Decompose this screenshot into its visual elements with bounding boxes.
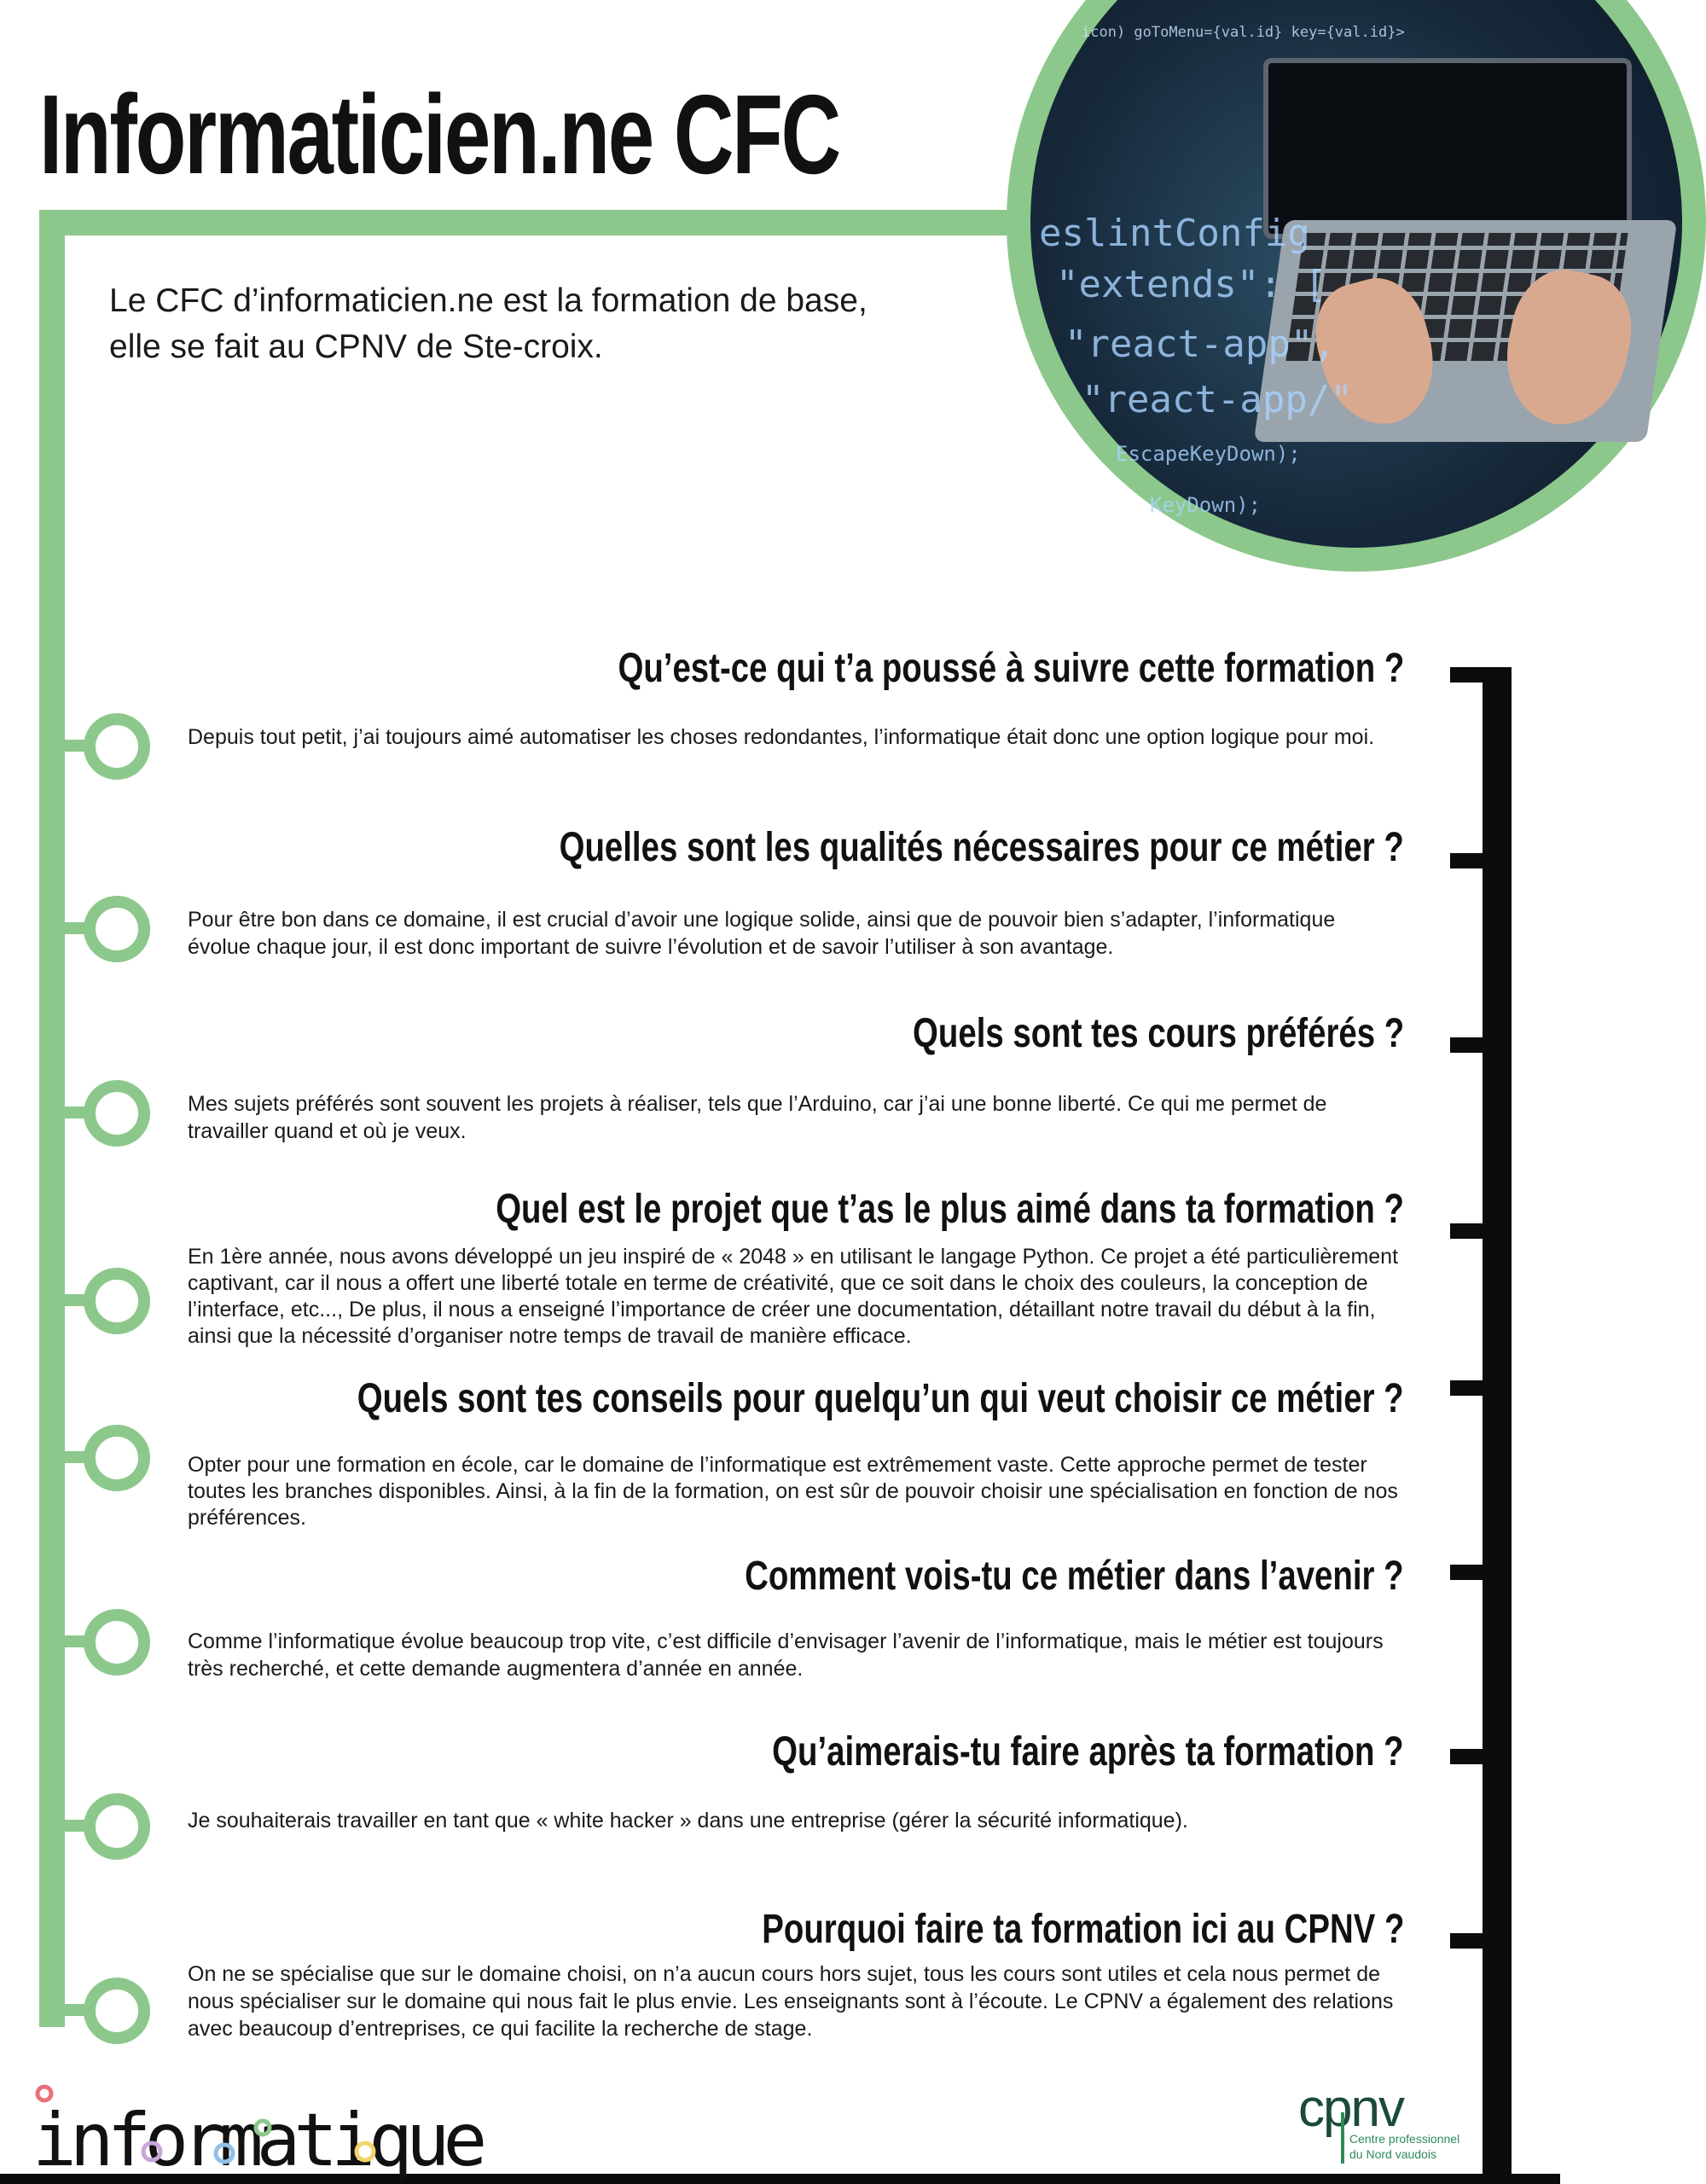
black-timeline-line [1483, 667, 1512, 2184]
timeline-node [84, 1425, 150, 1491]
timeline-node [84, 896, 150, 962]
question-heading: Qu’est-ce qui t’a poussé à suivre cette formation ? [618, 646, 1404, 691]
laptop-screen [1263, 58, 1632, 239]
informatique-logo [32, 2082, 481, 2183]
code-overlay-line: KeyDown); [1150, 493, 1262, 517]
page-title: Informaticien.ne CFC [39, 72, 839, 197]
logo-wordmark: informatique [32, 2098, 481, 2183]
timeline-node [84, 713, 150, 780]
timeline-tick [1450, 1933, 1486, 1949]
answer-text: Comme l’informatique évolue beaucoup trop vite, c’est difficile d’envisager l’avenir de l’informatique, mais le métier est toujours très recherché, et cette demande augmentera d’année en année. [188, 1629, 1384, 1681]
answer-text: En 1ère année, nous avons développé un jeu inspiré de « 2048 » en utilisant le langage Python. Ce projet a été particulièrement captivant, car il nous a offert une liberté totale en terme de créativité, que ce soit dans le choix des couleurs, la conception de l’interface, etc..., De plus, il nous a enseigné l’importance de créer une documentation, détaillant notre travail du début à la fin, ainsi que la nécessité d’organiser notre temps de travail de manière efficace. [188, 1245, 1399, 1348]
timeline-tick [1450, 853, 1486, 868]
green-timeline-line [39, 210, 65, 2027]
question-heading: Quels sont tes cours préférés ? [912, 1011, 1404, 1056]
timeline-tick [1450, 1223, 1486, 1239]
answer-text: On ne se spécialise que sur le domaine choisi, on n’a aucun cours hors sujet, tous les cours sont utiles et cela nous permet de nous spécialiser sur le domaine qui nous fait le plus envie. Les enseignants sont à l’écoute. Le CPNV a également des relations avec beaucoup d’entreprises, ce qui facilite la recherche de stage. [188, 1962, 1394, 2041]
cpnv-wordmark: cpnv [1298, 2079, 1403, 2138]
question-heading: Quel est le projet que t’as le plus aimé dans ta formation ? [496, 1187, 1404, 1232]
answer-text: Opter pour une formation en école, car le domaine de l’informatique est extrêmement vaste. Cette approche permet de tester toutes les branches disponibles. Ainsi, à la fin de la formation, on est sûr de pouvoir choisir une spécialisation en fonction de nos préférences. [188, 1453, 1398, 1530]
laptop-coding-photo [1030, 0, 1682, 548]
answer-text: Pour être bon dans ce domaine, il est crucial d’avoir une logique solide, ainsi que de pouvoir bien s’adapter, l’informatique évolue chaque jour, il est donc important de suivre l’évolution et de savoir l’utiliser à son avantage. [188, 908, 1336, 959]
timeline-tick [1450, 667, 1486, 682]
timeline-tick [1450, 1565, 1486, 1580]
timeline-tick [1450, 1749, 1486, 1764]
question-heading: Qu’aimerais-tu faire après ta formation ? [772, 1729, 1404, 1774]
question-heading: Quels sont tes conseils pour quelqu’un qui veut choisir ce métier ? [357, 1376, 1404, 1421]
hero-photo-ring [1007, 0, 1706, 572]
answer-text: Depuis tout petit, j’ai toujours aimé automatiser les choses redondantes, l’informatique était donc une option logique pour moi. [188, 725, 1375, 749]
code-overlay-line: "react-app/" [1082, 378, 1353, 421]
code-overlay-line: "react-app", [1065, 322, 1336, 366]
timeline-node [84, 1268, 150, 1334]
cpnv-logo [1298, 2079, 1469, 2167]
question-heading: Pourquoi faire ta formation ici au CPNV ? [761, 1907, 1404, 1952]
intro-text: Le CFC d’informaticien.ne est la formation de base, elle se fait au CPNV de Ste-croix. [109, 282, 868, 365]
timeline-node [84, 1080, 150, 1147]
code-overlay-line: icon) goToMenu={val.id} key={val.id}> [1082, 24, 1405, 41]
answer-text: Mes sujets préférés sont souvent les projets à réaliser, tels que l’Arduino, car j’ai une bonne liberté. Ce qui me permet de travailler quand et où je veux. [188, 1092, 1327, 1143]
timeline-node [84, 1793, 150, 1860]
timeline-node [84, 1609, 150, 1676]
question-heading: Quelles sont les qualités nécessaires pour ce métier ? [559, 825, 1404, 870]
question-heading: Comment vois-tu ce métier dans l’avenir ? [745, 1554, 1404, 1599]
timeline-tick [1450, 1037, 1486, 1053]
cpnv-subtitle-line1: Centre professionnel [1349, 2132, 1460, 2146]
green-frame-top [39, 210, 1024, 235]
cpnv-subtitle-line2: du Nord vaudois [1349, 2147, 1436, 2161]
code-overlay-line: eslintConfig [1039, 212, 1310, 255]
code-overlay-line: "extends": [ [1056, 263, 1327, 306]
timeline-node [84, 1978, 150, 2044]
code-overlay-line: EscapeKeyDown); [1116, 442, 1301, 466]
timeline-tick [1450, 1380, 1486, 1396]
answer-text: Je souhaiterais travailler en tant que « white hacker » dans une entreprise (gérer la sécurité informatique). [188, 1809, 1188, 1833]
